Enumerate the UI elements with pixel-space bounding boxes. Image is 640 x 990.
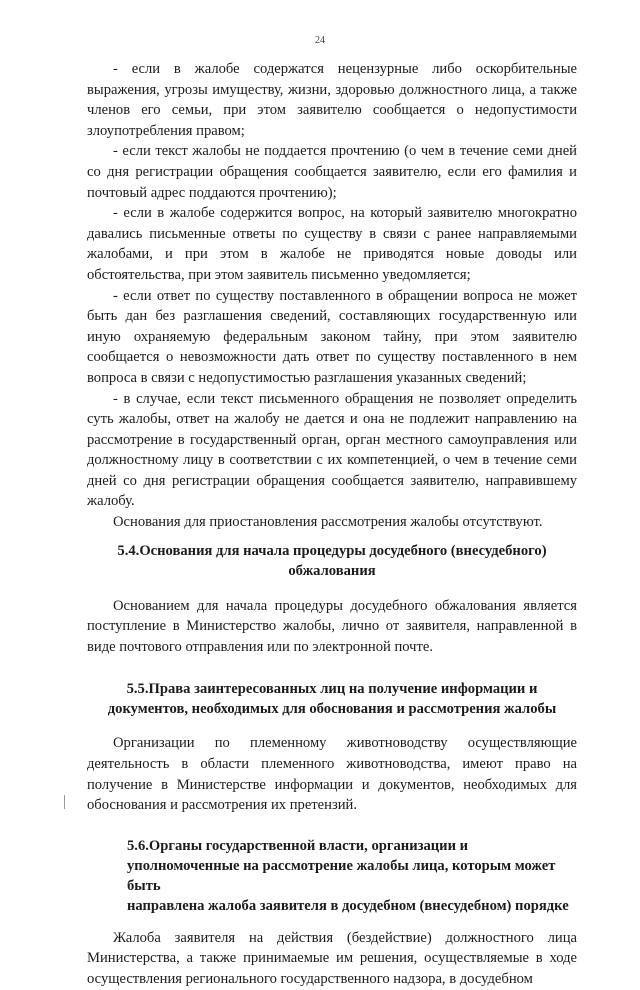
paragraph-no-suspension: Основания для приостановления рассмотрения жалобы отсутствуют. [113, 514, 543, 531]
section-5-5-heading: 5.5.Права заинтересованных лиц на получение информации и документов, необходимых для обоснования и рассмотрения жалобы [107, 681, 557, 718]
section-5-6-heading-line: уполномоченные на рассмотрение жалобы лица, которым может быть [127, 857, 556, 894]
page-content [87, 59, 577, 990]
section-5-6-heading-line: 5.6.Органы государственной власти, организации и [127, 837, 469, 854]
paragraph-undefined-essence: - в случае, если текст письменного обращения не позволяет определить суть жалобы, ответ на жалобу не дается и она не подлежит направлению на рассмотрение в государственный орган, орган местного самоуправления или должностному лицу в соответствии с их компетенцией, о чем в течение семи дней со дня регистрации обращения сообщается заявителю, направившему жалобу. [87, 390, 577, 510]
section-5-5-text: Организации по племенному животноводству осуществляющие деятельность в области племенного животноводства, имеют право на получение в Министерстве информации и документов, необходимых для обоснования и рассмотрения их претензий. [87, 735, 577, 814]
section-5-4-text: Основанием для начала процедуры досудебного обжалования является поступление в Министерство жалобы, лично от заявителя, направленной в виде почтового отправления или по электронной почте. [87, 597, 577, 655]
section-5-6-heading [87, 836, 577, 916]
paragraph-state-secret: - если ответ по существу поставленного в обращении вопроса не может быть дан без разглашения сведений, составляющих государственную или иную охраняемую федеральным законом тайну, при этом заявителю сообщается о невозможности дать ответ по существу поставленного в нем вопроса в связи с недопустимостью разглашения указанных сведений; [87, 287, 577, 386]
section-5-6-heading-line: направлена жалоба заявителя в досудебном (внесудебном) порядке [127, 897, 569, 914]
margin-mark [64, 795, 65, 809]
section-5-4-heading: 5.4.Основания для начала процедуры досудебного (внесудебного) обжалования [117, 542, 547, 579]
section-5-6-text: Жалоба заявителя на действия (бездействие) должностного лица Министерства, а также принимаемые им решения, осуществляемые в ходе осуществления регионального государственного надзора, в досудебном [87, 929, 577, 987]
paragraph-obscene-complaint: - если в жалобе содержатся нецензурные либо оскорбительные выражения, угрозы имуществу, жизни, здоровью должностного лица, а также членов его семьи, при этом заявителю сообщается о недопустимости злоупотребления правом; [87, 61, 577, 139]
paragraph-repeated-question: - если в жалобе содержится вопрос, на который заявителю многократно давались письменные ответы по существу в связи с ранее направляемыми жалобами, и при этом в жалобе не приводятся новые доводы или обстоятельства, при этом заявитель письменно уведомляется; [87, 205, 577, 283]
paragraph-unreadable-complaint: - если текст жалобы не поддается прочтению (о чем в течение семи дней со дня регистрации обращения сообщается заявителю, если его фамилия и почтовый адрес поддаются прочтению); [87, 143, 577, 201]
page-number: 24 [315, 35, 325, 46]
